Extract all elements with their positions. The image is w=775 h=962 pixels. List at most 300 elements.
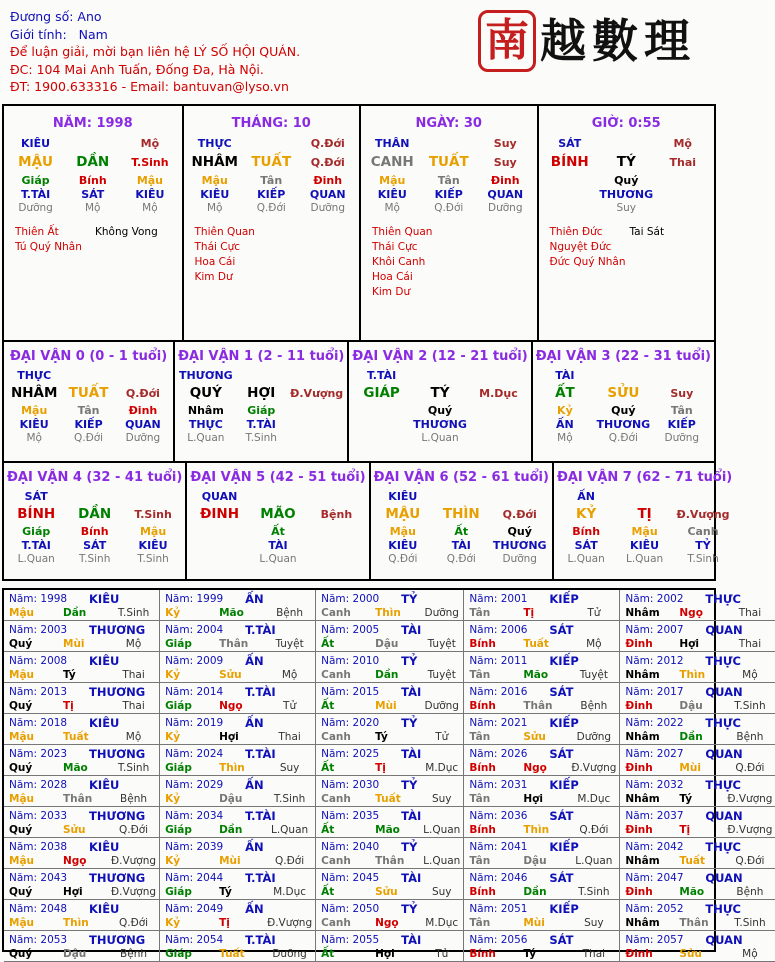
stars-left <box>372 225 452 300</box>
year-line-1 <box>165 716 312 730</box>
year-life-stage: Đ.Vượng <box>111 886 157 898</box>
hidden-life-stage: T.Sinh <box>245 432 277 444</box>
year-line-2 <box>625 947 772 961</box>
pillar-title: GIỜ: 0:55 <box>591 116 661 131</box>
year-can: Ất <box>321 886 335 898</box>
hidden-star: KIẾP <box>74 418 103 431</box>
year-life-stage: Đ.Vượng <box>267 917 313 929</box>
year-life-stage: Đ.Vượng <box>727 793 773 805</box>
year-line-1 <box>625 840 772 854</box>
hidden-life-stage: Q.Đới <box>608 432 638 444</box>
pillar-title: THÁNG: 10 <box>231 116 311 131</box>
year-star: ẤN <box>245 902 264 916</box>
year-cell <box>160 900 316 931</box>
dai-van-cell <box>185 463 368 579</box>
year-can: Giáp <box>165 700 192 712</box>
year-can: Nhâm <box>625 669 660 681</box>
year-label: Năm: 2004 <box>165 624 224 636</box>
year-life-stage: M.Dục <box>425 762 459 774</box>
hidden-stem: Đinh <box>313 174 343 187</box>
dai-van-cell <box>552 463 735 579</box>
hidden-star: THƯƠNG <box>413 418 467 431</box>
year-label: Năm: 2023 <box>9 748 68 760</box>
year-star: KIẾP <box>549 592 579 606</box>
dai-van-star-row <box>7 490 182 504</box>
year-line-2 <box>625 606 772 620</box>
hidden-stem: Mậu <box>21 404 48 417</box>
year-line-1 <box>9 747 156 761</box>
year-line-1 <box>625 933 772 947</box>
year-star: QUAN <box>705 871 743 885</box>
year-line-1 <box>625 623 772 637</box>
year-label: Năm: 2035 <box>321 810 380 822</box>
year-line-1 <box>321 871 460 885</box>
year-chi: Tý <box>219 886 232 898</box>
pillar-star-row <box>187 137 357 151</box>
hidden-stem: Tân <box>437 174 460 187</box>
year-star: THỰC <box>705 840 741 854</box>
pillar-cell <box>182 106 360 340</box>
dai-van-star: THƯƠNG <box>178 369 233 382</box>
year-chi: Dậu <box>375 638 399 650</box>
hidden-stem <box>542 174 599 188</box>
hidden-stem <box>469 404 527 418</box>
year-chi: Mão <box>523 669 549 681</box>
year-label: Năm: 2017 <box>625 686 684 698</box>
year-can: Mậu <box>9 607 35 619</box>
year-line-1 <box>165 809 312 823</box>
pillar-star-right: Q.Đới <box>310 137 345 150</box>
year-star: TÀI <box>401 809 422 823</box>
star-name: Thái Cực <box>194 241 241 253</box>
hidden-life-stage <box>190 553 248 566</box>
year-chi: Dậu <box>219 793 243 805</box>
year-line-2 <box>625 823 772 837</box>
year-line-2 <box>625 668 772 682</box>
dai-van-can-chi-row <box>352 384 527 403</box>
year-chi: Hợi <box>219 731 239 743</box>
year-life-stage: Bệnh <box>276 607 304 619</box>
year-cell <box>316 621 464 652</box>
year-cell <box>4 714 160 745</box>
dai-van-star-row <box>7 369 170 383</box>
year-star: SÁT <box>549 809 574 823</box>
year-star: TÀI <box>401 685 422 699</box>
dai-van-title: ĐẠI VẬN 4 (32 - 41 tuổi) <box>7 470 183 485</box>
dai-van-can: KỶ <box>576 506 597 522</box>
year-line-1 <box>9 778 156 792</box>
year-line-2 <box>9 885 156 899</box>
year-line-1 <box>9 592 156 606</box>
hidden-star: KIÊU <box>630 539 660 552</box>
year-line-1 <box>165 933 312 947</box>
year-chi: Mùi <box>63 638 85 650</box>
hidden-star: KIÊU <box>200 188 230 201</box>
year-cell <box>464 683 620 714</box>
year-star: THỰC <box>705 716 741 730</box>
pillar-can: CANH <box>370 154 414 170</box>
year-can: Nhâm <box>625 917 660 929</box>
year-life-stage: M.Dục <box>273 886 307 898</box>
year-chi: Thìn <box>523 824 550 836</box>
dai-van-life-stage: Đ.Vượng <box>290 387 344 400</box>
year-line-2 <box>9 730 156 744</box>
pillar-title: NGÀY: 30 <box>415 116 482 131</box>
dai-van-hidden-row <box>178 404 344 418</box>
year-life-stage: T.Sinh <box>273 793 306 805</box>
hidden-life-stage: Dưỡng <box>502 553 537 565</box>
year-line-2 <box>9 761 156 775</box>
four-pillars-table <box>2 104 716 342</box>
year-star: TỶ <box>401 902 418 916</box>
year-line-2 <box>165 916 312 930</box>
pillar-title: NĂM: 1998 <box>52 116 133 131</box>
pillar-hidden-row <box>364 174 534 188</box>
year-can: Tân <box>469 607 491 619</box>
spacer <box>615 490 673 504</box>
year-line-2 <box>469 916 616 930</box>
year-cell <box>464 745 620 776</box>
dai-van-chi: TUẤT <box>68 385 109 401</box>
year-can: Tân <box>469 731 491 743</box>
year-cell <box>464 931 620 962</box>
spacer <box>307 490 365 504</box>
year-life-stage: Đ.Vượng <box>727 824 773 836</box>
spacer <box>491 490 549 504</box>
year-life-stage: Mộ <box>586 638 602 650</box>
dai-van-cell <box>369 463 552 579</box>
year-line-1 <box>9 902 156 916</box>
star-name: Khôi Canh <box>372 256 426 268</box>
hidden-life-stage <box>469 432 527 445</box>
year-cell <box>160 683 316 714</box>
stars-left <box>15 225 95 255</box>
year-cell <box>316 683 464 714</box>
year-chi: Dần <box>523 886 547 898</box>
hidden-life-stage: L.Quan <box>187 432 225 444</box>
hidden-stem: Nhâm <box>187 404 224 417</box>
year-line-1 <box>165 685 312 699</box>
hidden-stem: Mậu <box>631 525 658 538</box>
header-info <box>10 8 480 96</box>
year-chi: Thìn <box>219 762 245 774</box>
year-star: T.TÀI <box>245 623 276 637</box>
pillar-hidden-life-row <box>7 202 179 215</box>
spacer <box>243 137 300 151</box>
year-cell <box>620 683 775 714</box>
year-can: Kỷ <box>165 793 181 805</box>
spacer <box>674 490 732 504</box>
year-life-stage: Q.Đới <box>579 824 609 836</box>
year-life-stage: Q.Đới <box>735 855 765 867</box>
year-label: Năm: 2008 <box>9 655 68 667</box>
year-life-stage: Dưỡng <box>424 607 459 619</box>
hidden-stem: Mậu <box>139 525 167 538</box>
hidden-life-stage <box>542 202 599 215</box>
hidden-life-stage: Q.Đới <box>256 202 286 214</box>
year-label: Năm: 2016 <box>469 686 528 698</box>
year-label: Năm: 2054 <box>165 934 224 946</box>
year-label: Năm: 2000 <box>321 593 380 605</box>
year-chi: Tý <box>63 669 76 681</box>
year-chi: Ngọ <box>219 700 243 712</box>
year-label: Năm: 2045 <box>321 872 380 884</box>
year-line-2 <box>321 668 460 682</box>
year-star: KIẾP <box>549 902 579 916</box>
year-chi: Tị <box>679 824 691 836</box>
year-can: Mậu <box>9 731 35 743</box>
year-life-stage: Tử <box>435 731 449 743</box>
year-star: ẤN <box>245 840 264 854</box>
year-line-2 <box>321 947 460 961</box>
year-chi: Hợi <box>63 886 83 898</box>
hidden-life-stage: Dưỡng <box>310 202 345 214</box>
year-line-1 <box>321 747 460 761</box>
hidden-life-stage: T.Sinh <box>78 553 111 565</box>
pillar-hidden-row <box>7 174 179 188</box>
year-cell <box>316 714 464 745</box>
year-can: Canh <box>321 607 351 619</box>
year-can: Tân <box>469 669 491 681</box>
year-chi: Hợi <box>679 638 699 650</box>
dai-van-star-row <box>178 369 344 383</box>
hidden-star: THỰC <box>188 418 223 431</box>
hidden-star <box>352 418 410 432</box>
year-chi: Tý <box>523 948 537 960</box>
year-line-2 <box>165 947 312 961</box>
year-line-1 <box>165 747 312 761</box>
year-can: Nhâm <box>625 793 660 805</box>
year-life-stage: M.Dục <box>425 917 459 929</box>
hidden-stem: Mậu <box>136 174 164 187</box>
year-line-1 <box>321 933 460 947</box>
year-can: Nhâm <box>625 855 660 867</box>
pillar-cell <box>359 106 537 340</box>
year-label: Năm: 2010 <box>321 655 380 667</box>
year-line-2 <box>165 699 312 713</box>
dai-van-hidden-life-row <box>178 432 344 445</box>
year-chi: Sửu <box>219 669 242 681</box>
year-can: Quý <box>9 638 33 650</box>
hidden-life-stage: Mộ <box>142 202 158 214</box>
dai-van-life-stage: Q.Đới <box>125 387 160 400</box>
hidden-life-stage: Mộ <box>26 432 42 444</box>
year-cell <box>316 652 464 683</box>
year-chi: Tý <box>679 793 693 805</box>
year-line-1 <box>321 685 460 699</box>
hidden-star: SÁT <box>574 539 598 552</box>
year-life-stage: Suy <box>279 762 300 774</box>
dai-van-chi: DẦN <box>78 506 112 522</box>
year-line-1 <box>469 623 616 637</box>
year-cell <box>464 621 620 652</box>
year-star: THƯƠNG <box>89 809 146 823</box>
year-star: KIÊU <box>89 592 120 606</box>
year-life-stage: Dưỡng <box>576 731 612 743</box>
year-life-stage: L.Quan <box>423 824 461 836</box>
year-cell <box>160 714 316 745</box>
year-label: Năm: 2047 <box>625 872 684 884</box>
dai-van-hidden-star-row <box>178 418 344 432</box>
star-name: Thiên Quan <box>372 226 433 238</box>
dai-van-can: QUÝ <box>189 385 222 401</box>
spacer <box>421 137 478 151</box>
year-line-2 <box>9 792 156 806</box>
dai-van-can-chi-row <box>190 505 365 524</box>
year-label: Năm: 2056 <box>469 934 528 946</box>
year-cell <box>464 869 620 900</box>
phone-email-line[interactable]: ĐT: 1900.633316 - Email: bantuvan@lyso.vn <box>10 79 289 94</box>
dai-van-life-stage: Bệnh <box>320 508 353 521</box>
year-chi: Thìn <box>679 669 706 681</box>
pillar-stars <box>7 225 179 255</box>
year-cell <box>160 931 316 962</box>
year-line-2 <box>9 947 156 961</box>
year-chi: Tị <box>63 700 74 712</box>
hidden-star: TÀI <box>268 539 288 552</box>
year-label: Năm: 2039 <box>165 841 224 853</box>
year-chi: Ngọ <box>375 917 399 929</box>
hidden-stem: Tân <box>670 404 693 417</box>
year-label: Năm: 2027 <box>625 748 684 760</box>
year-label: Năm: 2031 <box>469 779 528 791</box>
pillar-chi: TUẤT <box>251 154 292 170</box>
year-label: Năm: 2022 <box>625 717 684 729</box>
year-life-stage: Bệnh <box>120 948 148 960</box>
year-can: Canh <box>321 855 351 867</box>
year-star: THƯƠNG <box>89 685 146 699</box>
dai-van-star-row <box>352 369 527 383</box>
year-cell <box>4 652 160 683</box>
year-cell <box>160 807 316 838</box>
dai-van-hidden-life-row <box>557 553 732 566</box>
year-star: QUAN <box>705 685 743 699</box>
year-line-1 <box>469 685 616 699</box>
year-chi: Mùi <box>219 855 241 867</box>
year-cell <box>160 776 316 807</box>
year-line-1 <box>469 716 616 730</box>
year-line-2 <box>321 854 460 868</box>
dai-van-star: T.TÀI <box>366 369 397 382</box>
pillar-star-right: Suy <box>493 137 517 150</box>
hidden-life-stage <box>352 432 410 445</box>
hidden-stem: Tân <box>260 174 283 187</box>
year-can: Đinh <box>625 886 653 898</box>
hidden-life-stage <box>307 553 365 566</box>
year-life-stage: Mộ <box>125 731 142 743</box>
hidden-star <box>655 188 712 202</box>
hidden-life-stage: L.Quan <box>421 432 459 444</box>
dai-van-hidden-star-row <box>190 539 365 553</box>
year-cell <box>464 838 620 869</box>
year-chi: Tý <box>375 731 388 743</box>
hidden-stem: Bính <box>78 174 107 187</box>
hidden-stem: Bính <box>80 525 109 538</box>
pillar-star: SÁT <box>558 137 582 150</box>
year-life-stage: Tử <box>283 700 297 712</box>
year-can: Kỷ <box>165 917 181 929</box>
dai-van-can: MẬU <box>385 506 421 522</box>
dai-van-chi: TÝ <box>430 385 450 401</box>
hidden-stem: Mậu <box>201 174 228 187</box>
year-line-1 <box>321 654 460 668</box>
year-cell <box>464 776 620 807</box>
year-life-stage: Bệnh <box>736 886 764 898</box>
year-can: Đinh <box>625 700 653 712</box>
year-line-2 <box>321 916 460 930</box>
dai-van-can-chi-row <box>7 505 182 524</box>
pillar-chi: TÝ <box>616 154 636 170</box>
dai-van-chi: HỢI <box>247 385 276 401</box>
year-line-2 <box>321 606 460 620</box>
hidden-stem: Kỷ <box>557 404 573 417</box>
year-life-stage: T.Sinh <box>117 607 150 619</box>
hidden-stem: Mậu <box>389 525 416 538</box>
year-line-2 <box>321 823 460 837</box>
year-star: TỶ <box>401 840 418 854</box>
year-label: Năm: 2043 <box>9 872 68 884</box>
pillar-can: NHÂM <box>191 154 238 170</box>
year-star: THƯƠNG <box>89 933 146 947</box>
year-line-1 <box>165 902 312 916</box>
dai-van-hidden-row <box>7 525 182 539</box>
year-chi: Tuất <box>219 948 245 960</box>
year-life-stage: Mộ <box>125 638 142 650</box>
year-line-2 <box>165 823 312 837</box>
pillar-can: BÍNH <box>550 154 589 170</box>
dai-van-star-row <box>536 369 711 383</box>
stars-left <box>195 225 275 285</box>
year-label: Năm: 2014 <box>165 686 224 698</box>
year-can: Quý <box>9 824 33 836</box>
year-label: Năm: 2018 <box>9 717 68 729</box>
year-line-1 <box>9 840 156 854</box>
year-chi: Ngọ <box>63 855 87 867</box>
spacer <box>124 490 182 504</box>
spacer <box>64 137 121 151</box>
year-chi: Sửu <box>679 948 702 960</box>
dai-van-life-stage: Suy <box>670 387 694 400</box>
year-cell <box>464 652 620 683</box>
year-label: Năm: 2012 <box>625 655 684 667</box>
year-line-2 <box>165 637 312 651</box>
year-life-stage: Bệnh <box>120 793 148 805</box>
year-chi: Hợi <box>375 948 395 960</box>
year-chi: Tuất <box>63 731 89 743</box>
dai-van-star: THỰC <box>17 369 52 382</box>
year-can: Giáp <box>165 824 192 836</box>
year-can: Giáp <box>165 886 192 898</box>
dai-van-can: BÍNH <box>17 506 56 522</box>
hidden-life-stage: L.Quan <box>259 553 297 565</box>
hidden-life-stage: L.Quan <box>17 553 55 565</box>
hidden-life-stage: L.Quan <box>625 553 664 565</box>
year-can: Mậu <box>9 669 35 681</box>
year-life-stage: Thai <box>582 948 606 960</box>
year-star: KIẾP <box>549 716 579 730</box>
year-chi: Mùi <box>523 917 545 929</box>
hidden-life-stage: T.Sinh <box>687 553 719 565</box>
year-can: Giáp <box>165 762 192 774</box>
year-line-2 <box>469 823 616 837</box>
hidden-life-stage: Dưỡng <box>488 202 523 214</box>
year-star: ẤN <box>245 654 264 668</box>
address-line: ĐC: 104 Mai Anh Tuấn, Đống Đa, Hà Nội. <box>10 61 264 77</box>
spacer <box>411 369 469 383</box>
pillar-hidden-life-row <box>364 202 534 215</box>
pillar-hidden-star-row <box>364 188 534 202</box>
year-life-stage: Mộ <box>742 948 758 960</box>
